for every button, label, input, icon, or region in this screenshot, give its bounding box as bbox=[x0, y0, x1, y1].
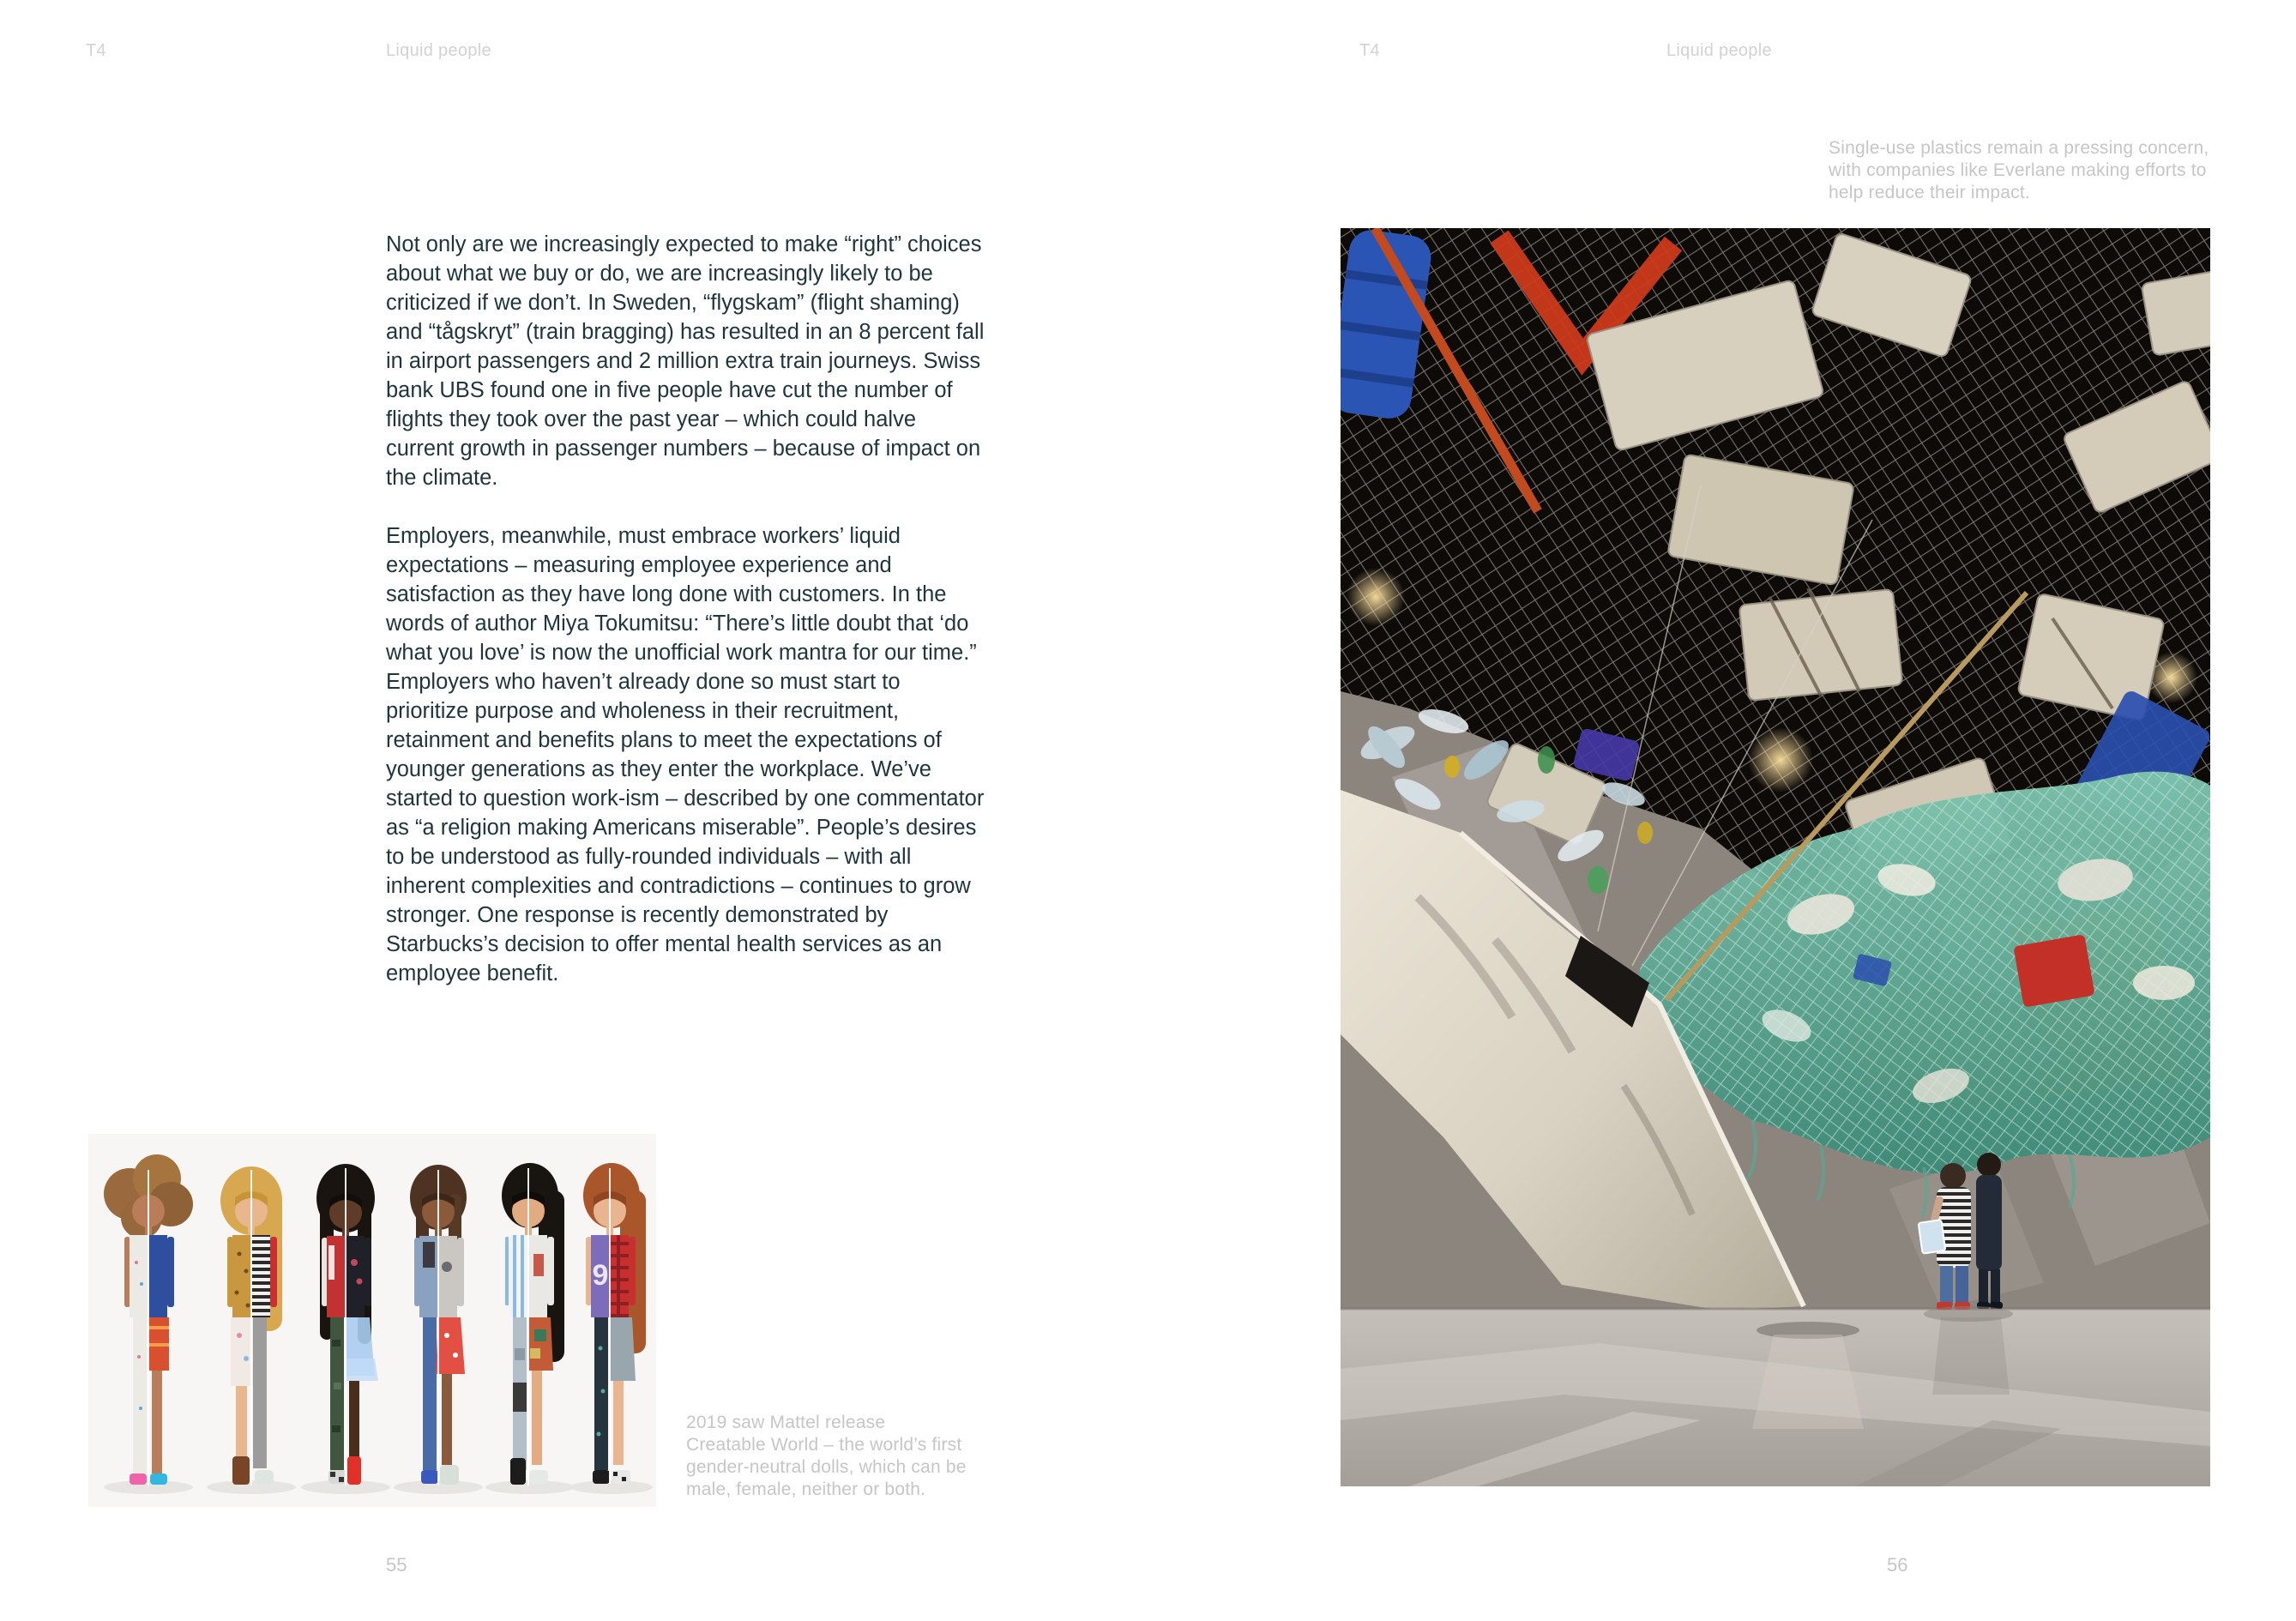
right-page-number: 56 bbox=[1887, 1554, 1908, 1576]
article-body bbox=[386, 230, 986, 1017]
plastic-installation-photo bbox=[1341, 228, 2210, 1486]
paragraph: Employers, meanwhile, must embrace workers’ liquid expectations – measuring employee experience and satisfaction as they have long done with customers. In the words of author Miya Tokumitsu: “There’s little doubt that ‘do what you love’ is now the unofficial work mantra for our time.” Employers who haven’t already done so must start to prioritize purpose and wholeness in their recruitment, retainment and benefits plans to meet the expectations of younger generations as they enter the workplace. We’ve started to question work-ism – described by one commentator as “a religion making Americans miserable”. People’s desires to be understood as fully-rounded individuals – with all inherent complexities and contradictions – continues to grow stronger. One response is recently demonstrated by Starbucks’s decision to offer mental health services as an employee benefit. bbox=[386, 524, 985, 985]
installation-illustration bbox=[1341, 228, 2210, 1486]
jersey-number: 9 bbox=[592, 1259, 609, 1292]
left-running-head-section: Liquid people bbox=[386, 41, 491, 60]
left-page-number: 55 bbox=[386, 1554, 407, 1576]
dolls-illustration bbox=[88, 1134, 656, 1507]
creatable-world-dolls-photo bbox=[88, 1134, 656, 1507]
installation-photo-caption: Single-use plastics remain a pressing concern, with companies like Everlane making efforts to help reduce their impact. bbox=[1829, 138, 2209, 202]
dolls-photo-caption: 2019 saw Mattel release Creatable World – the world’s first gender-neutral dolls, which can be male, female, neither or both. bbox=[686, 1413, 967, 1499]
right-running-head-section: Liquid people bbox=[1666, 41, 1772, 60]
paragraph: Not only are we increasingly expected to make “right” choices about what we buy or do, we are increasingly likely to be criticized if we don’t. In Sweden, “flygskam” (flight shaming) and “tågskryt” (train bragging) has resulted in an 8 percent fall in airport passengers and 2 million extra train journeys. Swiss bank UBS found one in five people have cut the number of flights they took over the past year – which could halve current growth in passenger numbers – because of impact on the climate. bbox=[386, 232, 985, 490]
visitor-reflection bbox=[1932, 1317, 2010, 1395]
left-running-head-folio: T4 bbox=[86, 41, 106, 60]
right-running-head-folio: T4 bbox=[1359, 41, 1380, 60]
